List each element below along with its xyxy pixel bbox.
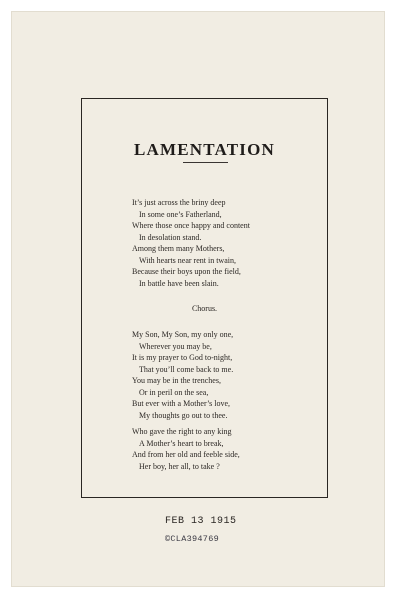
poem-line: My Son, My Son, my only one,: [132, 330, 234, 339]
poem-line: Among them many Mothers,: [132, 244, 225, 253]
poem-line: Because their boys upon the field,: [132, 267, 241, 276]
poem-line: Where those once happy and content: [132, 221, 250, 230]
poem-line: But ever with a Mother’s love,: [132, 399, 231, 408]
poem-title: LAMENTATION: [133, 140, 276, 159]
poem-line: My thoughts go out to thee.: [139, 410, 228, 420]
paper-sheet: [12, 12, 384, 586]
poem-line: Her boy, her all, to take ?: [139, 461, 220, 471]
poem-frame: [81, 98, 328, 498]
poem-line: Who gave the right to any king: [132, 427, 232, 436]
poem-line: With hearts near rent in twain,: [139, 255, 236, 265]
stanza: [132, 426, 240, 472]
poem-line: In some one’s Fatherland,: [139, 209, 222, 219]
copyright-stamp: ©CLA394769: [165, 534, 220, 544]
date-stamp: FEB 13 1915: [165, 516, 237, 527]
poem-line: You may be in the trenches,: [132, 376, 221, 385]
poem-line: Wherever you may be,: [139, 341, 212, 351]
chorus-heading: Chorus.: [191, 304, 218, 313]
poem-line: A Mother’s heart to break,: [139, 438, 224, 448]
stanza: [132, 197, 250, 289]
poem-line: It’s just across the briny deep: [132, 198, 226, 207]
poem-line: Or in peril on the sea,: [139, 387, 209, 397]
chorus-stanza: [132, 329, 233, 421]
poem-line: In desolation stand.: [139, 232, 202, 242]
poem-line: It is my prayer to God to-night,: [132, 353, 233, 362]
poem-line: In battle have been slain.: [139, 278, 219, 288]
poem-line: That you’ll come back to me.: [139, 364, 234, 374]
title-divider: [183, 162, 228, 163]
poem-line: And from her old and feeble side,: [132, 450, 240, 459]
